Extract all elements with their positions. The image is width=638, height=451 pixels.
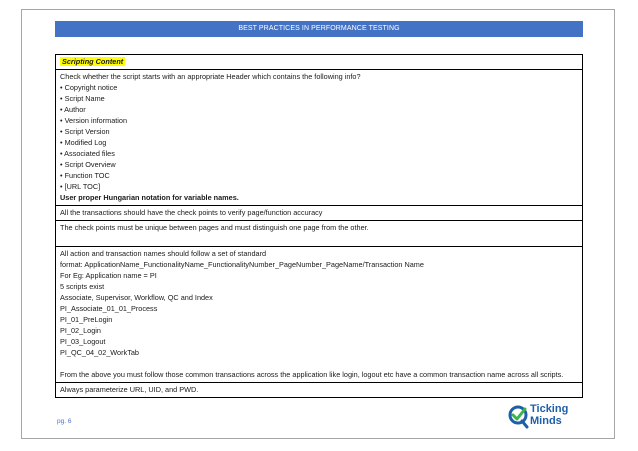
naming-example: PI_Associate_01_01_Process	[60, 304, 158, 313]
naming-line: format: ApplicationName_FunctionalityName_FunctionalityNumber_PageNumber_PageName/Transaction Name	[60, 260, 424, 269]
list-item: • Script Overview	[60, 160, 116, 169]
table-row	[56, 206, 583, 221]
scripting-content-table	[55, 54, 583, 398]
spacer	[60, 358, 578, 369]
table-row	[56, 221, 583, 247]
list-item: • Associated files	[60, 149, 115, 158]
naming-line: 5 scripts exist	[60, 282, 105, 291]
logo-text-line1: Ticking	[530, 403, 569, 415]
header-check-cell	[56, 70, 583, 206]
list-item: • [URL TOC]	[60, 182, 101, 191]
unique-checkpoints-text: The check points must be unique between pages and must distinguish one page from the other.	[60, 223, 369, 232]
naming-line: All action and transaction names should follow a set of standard	[60, 249, 267, 258]
naming-line: Associate, Supervisor, Workflow, QC and Index	[60, 293, 213, 302]
list-item: • Script Name	[60, 94, 105, 103]
document-header: BEST PRACTICES IN PERFORMANCE TESTING	[55, 21, 583, 37]
spacer	[60, 233, 578, 244]
list-item: • Function TOC	[60, 171, 110, 180]
parameterize-cell: Always parameterize URL, UID, and PWD.	[56, 383, 583, 398]
hungarian-notation-note: User proper Hungarian notation for variable names.	[60, 193, 239, 202]
section-title: Scripting Content	[62, 57, 124, 66]
page-number: pg. 6	[57, 418, 72, 425]
list-item: • Version information	[60, 116, 128, 125]
logo-mark-icon	[508, 403, 530, 429]
list-item: • Author	[60, 105, 86, 114]
table-row	[56, 70, 583, 206]
list-item: • Script Version	[60, 127, 110, 136]
naming-example: PI_01_PreLogin	[60, 315, 113, 324]
header-check-intro: Check whether the script starts with an appropriate Header which contains the following info?	[60, 72, 361, 81]
table-row	[56, 55, 583, 70]
naming-summary: From the above you must follow those common transactions across the application like login, logout etc have a common transaction name across all scripts.	[60, 370, 564, 379]
list-item: • Modified Log	[60, 138, 107, 147]
naming-cell	[56, 247, 583, 383]
list-item: • Copyright notice	[60, 83, 118, 92]
naming-example: PI_03_Logout	[60, 337, 106, 346]
unique-checkpoints-cell	[56, 221, 583, 247]
section-title-cell	[56, 55, 583, 70]
naming-line: For Eg: Application name = PI	[60, 271, 157, 280]
table-row	[56, 383, 583, 398]
naming-example: PI_QC_04_02_WorkTab	[60, 348, 139, 357]
logo-text-line2: Minds	[530, 415, 562, 427]
naming-example: PI_02_Login	[60, 326, 101, 335]
ticking-minds-logo	[508, 402, 588, 430]
table-row	[56, 247, 583, 383]
checkpoints-cell: All the transactions should have the check points to verify page/function accuracy	[56, 206, 583, 221]
